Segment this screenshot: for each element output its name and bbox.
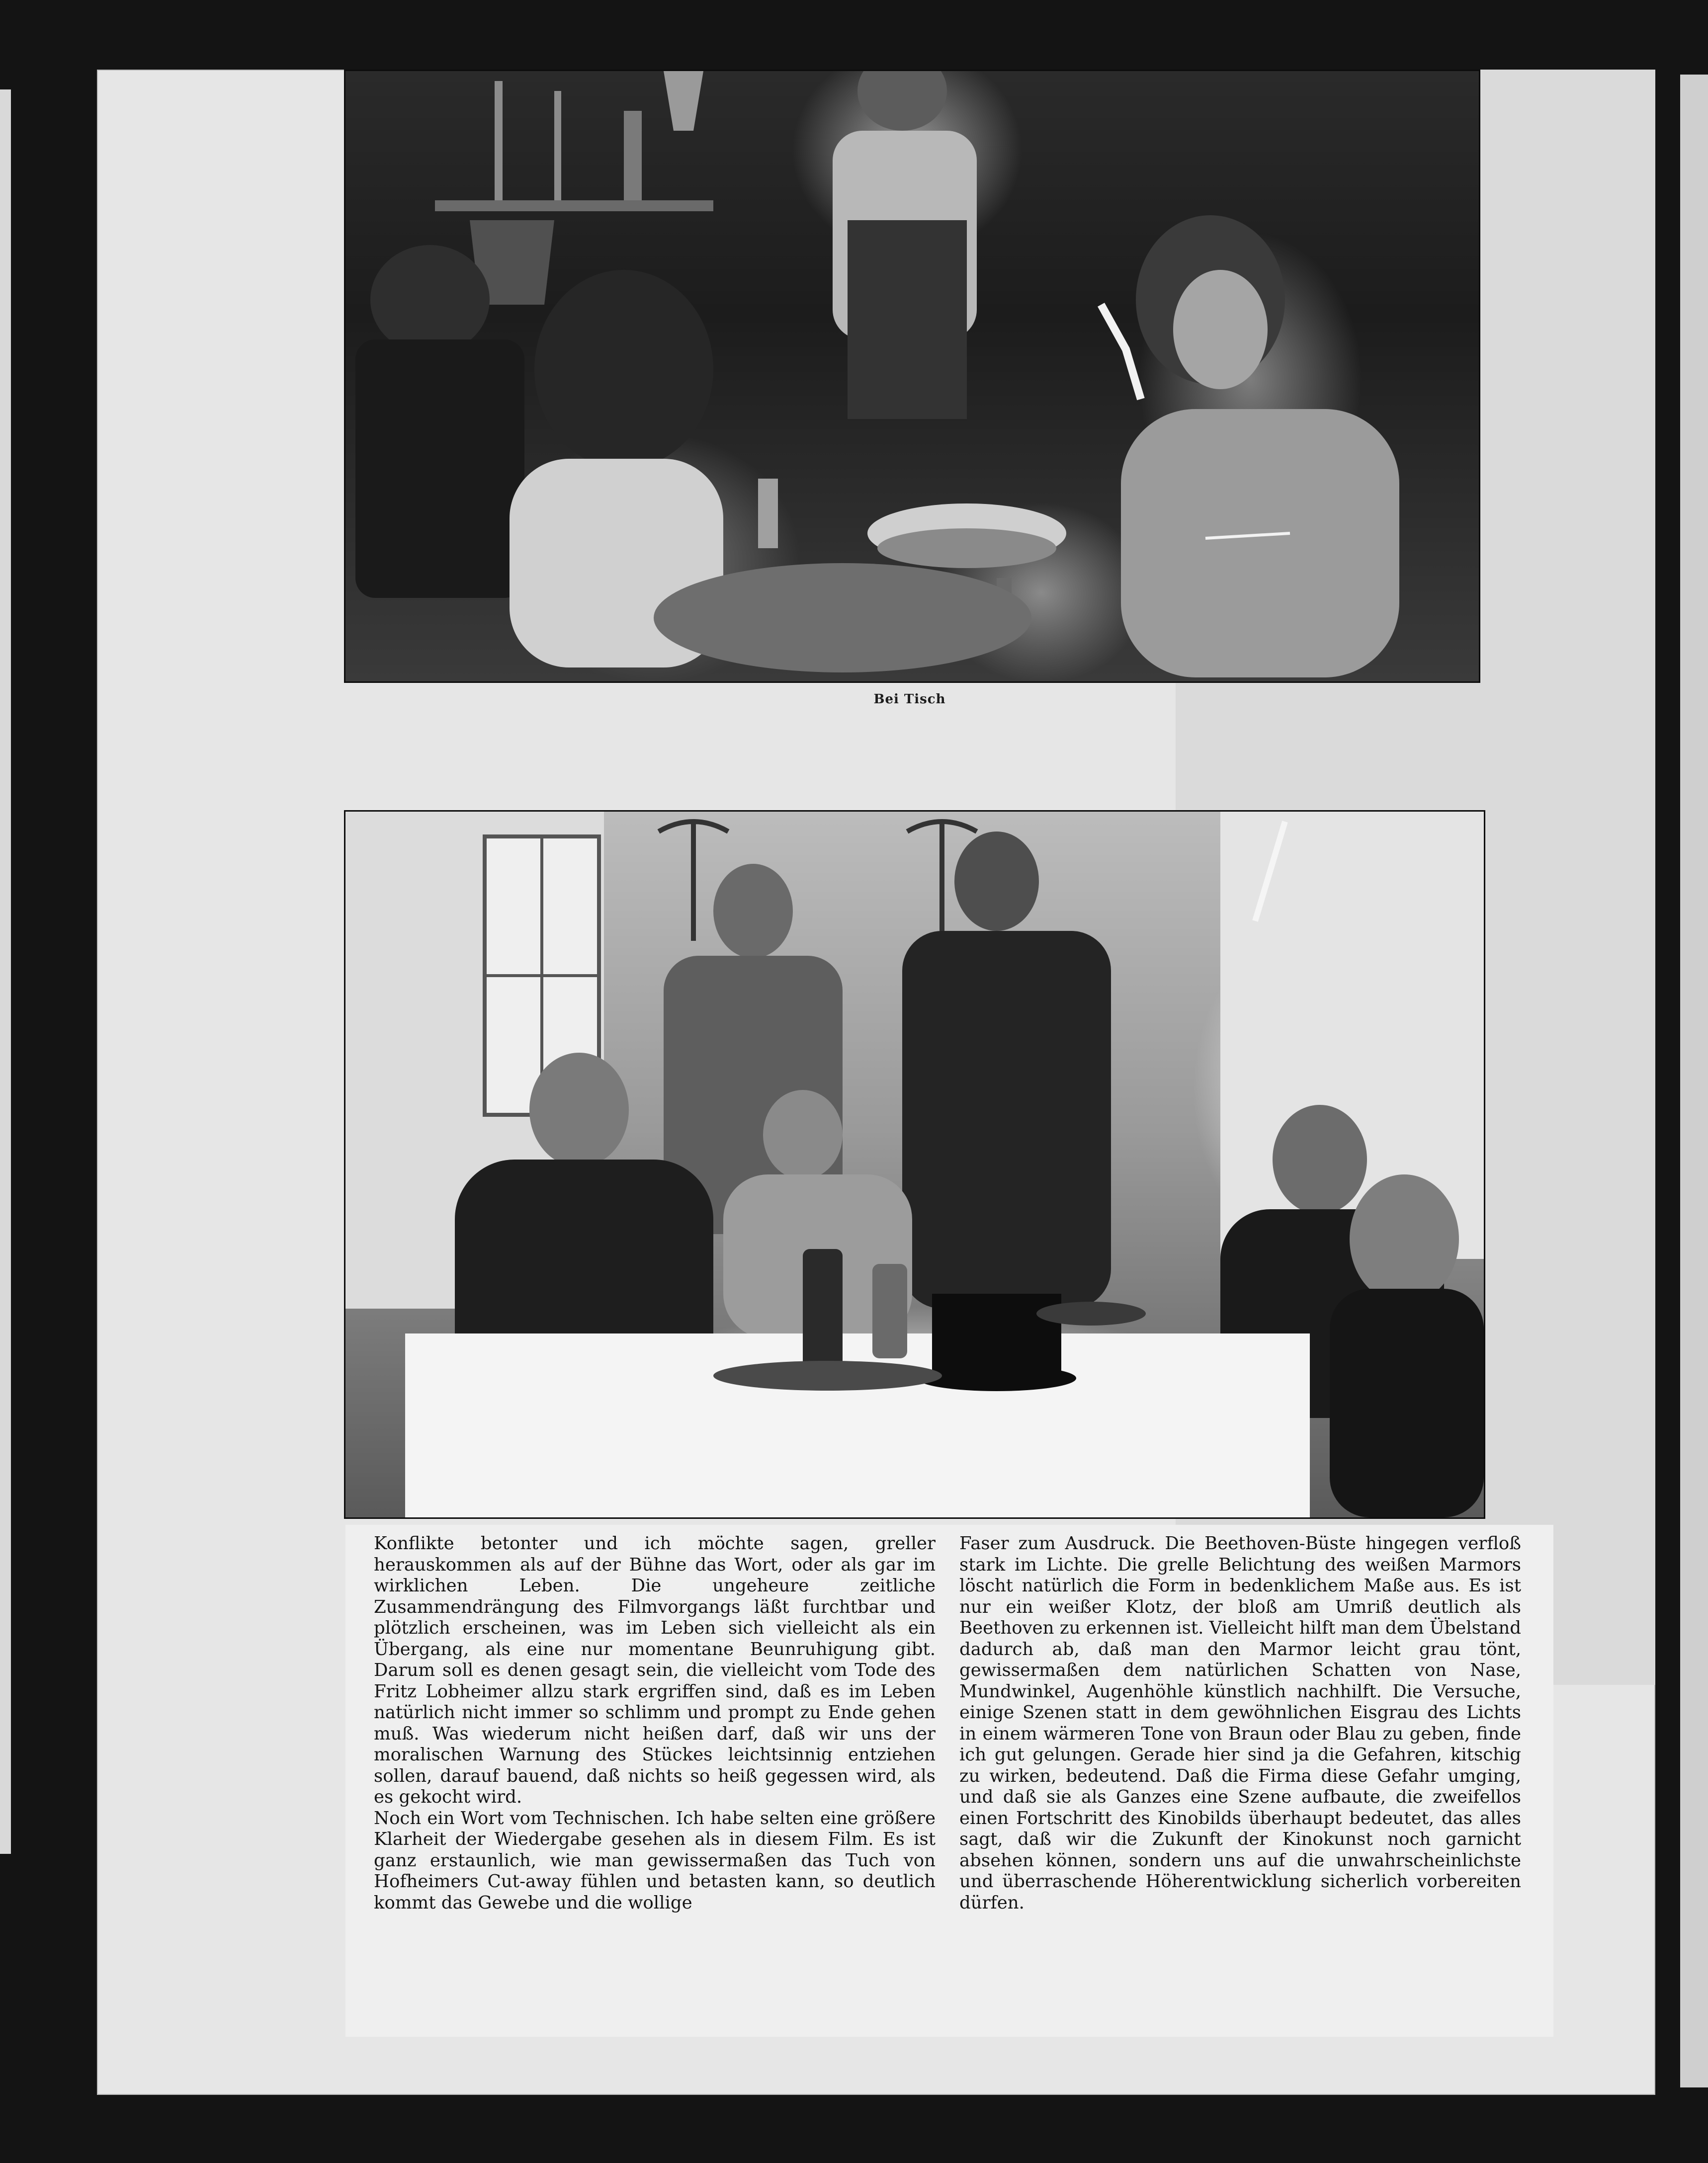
article-paragraph: Konflikte betonter und ich möchte sagen, greller herauskommen als auf der Bühne das Wort, oder als gar im wirklichen Leben. Die ungeheure zeitliche Zusammendrängung des Filmvorgangs läßt furchtbar und plötzlich erscheinen, was im Leben sich vielleicht als ein Übergang, als eine nur momentane Beunruhigung gibt. Darum soll es denen gesagt sein, die vielleicht vom Tode des Fritz Lobheimer allzu stark ergriffen sind, daß es im Leben natürlich nicht immer so schlimm und prompt zu Ende gehen muß. Was wiederum nicht heißen darf, daß wir uns der moralischen Warnung des Stückes leichtsinnig entziehen sollen, darauf bauend, daß nichts so heiß gegessen wird, als es gekocht wird. bbox=[374, 1533, 936, 1807]
article-column-left bbox=[374, 1533, 936, 1913]
photo-caption: Bei Tisch bbox=[873, 692, 946, 707]
article-column-right bbox=[959, 1533, 1521, 1913]
article-paragraph: Noch ein Wort vom Technischen. Ich habe selten eine größere Klarheit der Wiedergabe gesehen als in diesem Film. Es ist ganz erstaunlich, wie man gewissermaßen das Tuch von Hofheimers Cut-away fühlen und betasten kann, so deutlich kommt das Gewebe und die wollige bbox=[374, 1808, 936, 1913]
article-paragraph: Faser zum Ausdruck. Die Beethoven-Büste hingegen verfloß stark im Lichte. Die grelle Belichtung des weißen Marmors löscht natürlich die Form in bedenklichem Maße aus. Es ist nur ein weißer Klotz, der bloß am Umriß deutlich als Beethoven zu erkennen ist. Vielleicht hilft man dem Übelstand dadurch ab, daß man den Marmor leicht grau tönt, gewissermaßen dem natürlichen Schatten von Nase, Mundwinkel, Augenhöhle künstlich nachhilft. Die Versuche, einige Szenen statt in dem gewöhnlichen Eisgrau des Lichts in einem wärmeren Tone von Braun oder Blau zu geben, finde ich gut gelungen. Gerade hier sind ja die Gefahren, kitschig zu wirken, bedeutend. Daß die Firma diese Gefahr umging, und daß sie als Ganzes eine Szene aufbaute, die zweifellos einen Fortschritt des Kinobilds überhaupt bedeutet, das alles sagt, daß wir die Zukunft der Kinokunst noch garnicht absehen können, sondern uns auf die unwahrscheinlichste und überraschende Höherentwicklung sicherlich vorbereiten dürfen. bbox=[959, 1533, 1521, 1913]
adjacent-page-edge-right bbox=[1680, 75, 1708, 2087]
photo-dinner-scene bbox=[344, 70, 1480, 683]
men-at-table-illustration bbox=[345, 812, 1484, 1517]
dinner-scene-illustration bbox=[345, 71, 1479, 681]
photo-men-at-table bbox=[344, 810, 1485, 1519]
adjacent-page-edge-left bbox=[0, 89, 11, 1854]
